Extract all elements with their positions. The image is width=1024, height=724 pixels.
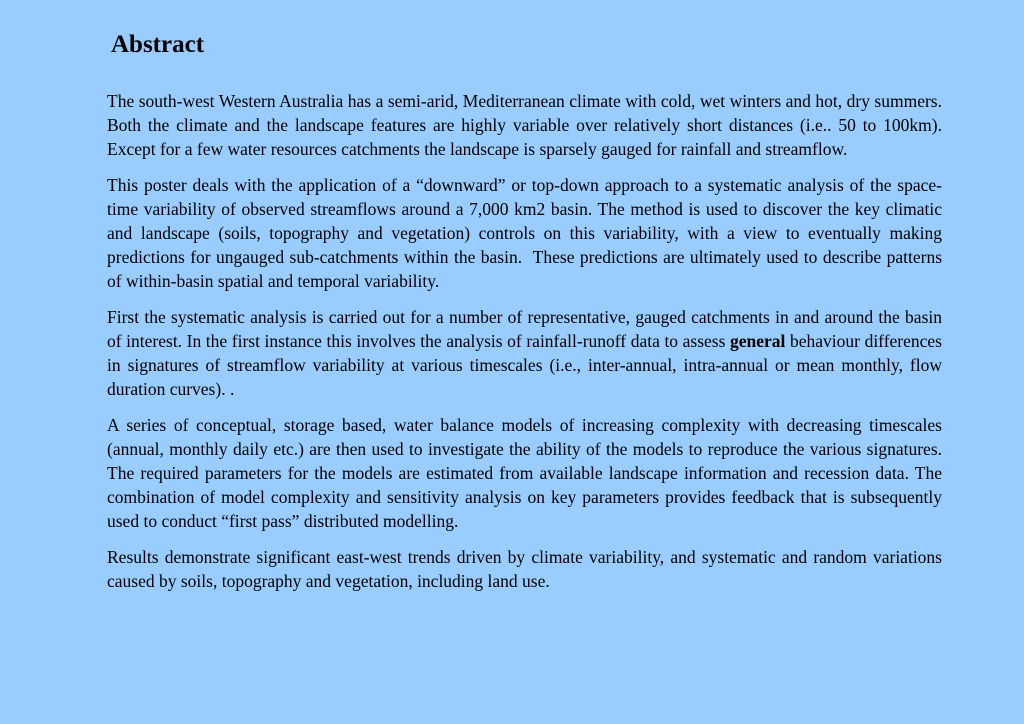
paragraph-analysis-after: behaviour differences in signatures of streamflow variability at various timescales (i.e., inter-annual, intra-annual or mean monthly, flow duration curves). . bbox=[107, 331, 947, 399]
paragraph-analysis bbox=[107, 305, 947, 401]
abstract-body bbox=[107, 89, 951, 605]
paragraph-models: A series of conceptual, storage based, water balance models of increasing complexity with decreasing timescales (annual, monthly daily etc.) are then used to investigate the ability of the models to reproduce the various signatures. The required parameters for the models are estimated from available landscape information and recession data. The combination of model complexity and sensitivity analysis on key parameters provides feedback that is subsequently used to conduct “first pass” distributed modelling. bbox=[107, 415, 947, 531]
paragraph-analysis-before: First the systematic analysis is carried out for a number of representative, gauged catchments in and around the basin of interest. In the first instance this involves the analysis of rainfall-runoff data to assess bbox=[107, 307, 947, 351]
paragraph-analysis-bold: general bbox=[730, 331, 786, 351]
paragraph-approach: This poster deals with the application of a “downward” or top-down approach to a systematic analysis of the space-time variability of observed streamflows around a 7,000 km2 basin. The method is used to discover the key climatic and landscape (soils, topography and vegetation) controls on this variability, with a view to eventually making predictions for ungauged sub-catchments within the basin. These predictions are ultimately used to describe patterns of within-basin spatial and temporal variability. bbox=[107, 175, 947, 291]
abstract-title: Abstract bbox=[111, 31, 205, 58]
paragraph-results: Results demonstrate significant east-west trends driven by climate variability, and systematic and random variations caused by soils, topography and vegetation, including land use. bbox=[107, 547, 947, 591]
paragraph-climate: The south-west Western Australia has a semi-arid, Mediterranean climate with cold, wet winters and hot, dry summers. Both the climate and the landscape features are highly variable over relatively short distances (i.e.. 50 to 100km). Except for a few water resources catchments the landscape is sparsely gauged for rainfall and streamflow. bbox=[107, 91, 951, 159]
